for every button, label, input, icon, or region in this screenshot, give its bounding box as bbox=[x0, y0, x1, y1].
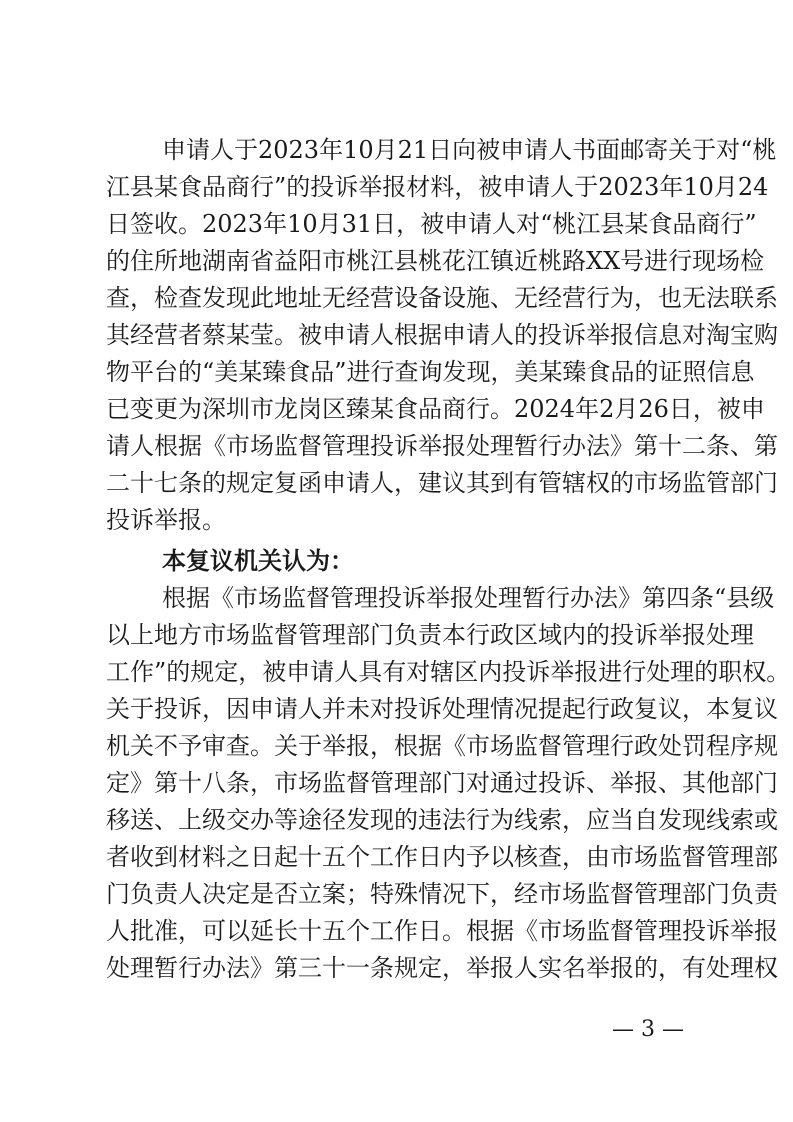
text-line: 人批准，可以延长十五个工作日。根据《市场监督管理投诉举报 bbox=[106, 917, 778, 945]
text-line: 定》第十八条，市场监督管理部门对通过投诉、举报、其他部门 bbox=[106, 769, 778, 797]
text-line: 以上地方市场监督管理部门负责本行政区域内的投诉举报处理 bbox=[106, 621, 754, 649]
text-line: 者收到材料之日起十五个工作日内予以核查，由市场监督管理部 bbox=[106, 843, 778, 871]
text-line: 投诉举报。 bbox=[106, 506, 226, 534]
text-line: 机关不予审查。关于举报，根据《市场监督管理行政处罚程序规 bbox=[106, 732, 778, 760]
text-line: 根据《市场监督管理投诉举报处理暂行办法》第四条“县级 bbox=[162, 584, 775, 612]
text-line: 江县某食品商行”的投诉举报材料，被申请人于2023年10月24 bbox=[106, 173, 769, 201]
page-number: — 3 — bbox=[612, 1017, 684, 1042]
text-line: 门负责人决定是否立案；特殊情况下，经市场监督管理部门负责 bbox=[106, 880, 778, 908]
text-line: 查，检查发现此地址无经营设备设施、无经营行为，也无法联系 bbox=[106, 284, 778, 312]
text-line: 工作”的规定，被申请人具有对辖区内投诉举报进行处理的职权。 bbox=[106, 658, 791, 686]
text-line: 移送、上级交办等途径发现的违法行为线索，应当自发现线索或 bbox=[106, 806, 778, 834]
text-line: 已变更为深圳市龙岗区臻某食品商行。2024年2月26日，被申 bbox=[106, 395, 765, 423]
text-line: 其经营者蔡某莹。被申请人根据申请人的投诉举报信息对淘宝购 bbox=[106, 321, 778, 349]
section-heading: 本复议机关认为： bbox=[162, 547, 354, 575]
text-line: 处理暂行办法》第三十一条规定，举报人实名举报的，有处理权 bbox=[106, 954, 778, 982]
text-line: 日签收。2023年10月31日，被申请人对“桃江县某食品商行” bbox=[106, 210, 757, 238]
text-line: 关于投诉，因申请人并未对投诉处理情况提起行政复议，本复议 bbox=[106, 695, 778, 723]
text-line: 的住所地湖南省益阳市桃江县桃花江镇近桃路XX号进行现场检 bbox=[106, 247, 765, 275]
text-line: 请人根据《市场监督管理投诉举报处理暂行办法》第十二条、第 bbox=[106, 432, 778, 460]
text-line: 申请人于2023年10月21日向被申请人书面邮寄关于对“桃 bbox=[162, 136, 777, 164]
text-line: 物平台的“美某臻食品”进行查询发现，美某臻食品的证照信息 bbox=[106, 358, 755, 386]
text-line: 二十七条的规定复函申请人，建议其到有管辖权的市场监管部门 bbox=[106, 469, 778, 497]
